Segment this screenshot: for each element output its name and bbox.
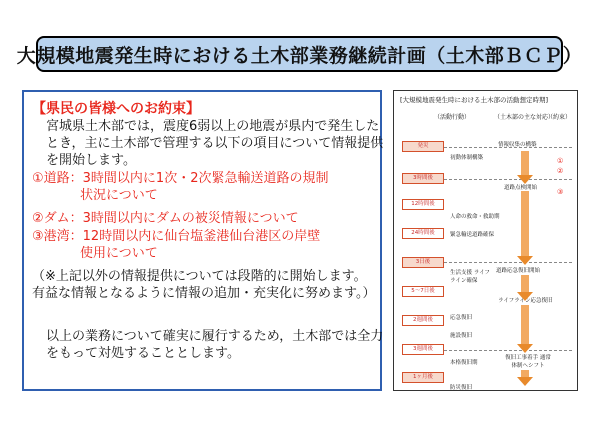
timeline-arrow-head [517,256,533,265]
timeline-arrow-segment [521,151,529,176]
timeline-arrow-head [517,175,533,184]
response-road-emergency-repair: 道路応急復旧開始 [496,268,541,274]
response-restoration: 復旧工事着手 通常体制へシフト [505,355,551,369]
promise-marker-1: ① [557,157,564,165]
stage-hassai: 発災 [402,141,444,152]
promise-note: （※上記以外の情報提供については段階的に開始します。有益な情報となるように情報の追加・充実化に努めます。） [32,269,376,301]
stage-3h: 3時間後 [402,173,444,184]
page-title-banner [16,36,583,72]
stage-2w: 2週間後 [402,315,444,326]
timeline-arrow-segment [521,191,529,256]
response-lifeline-repair: ライフライン応急復旧 [498,298,553,304]
activity-disaster-recovery: 防災復旧 [450,385,473,391]
promise-heading: 【県民の皆様へのお約束】 [32,101,200,117]
promise-item-road-line2: 状況について [80,188,158,203]
timeline-arrow-segment [521,275,529,293]
promise-item-port [32,228,376,262]
promise-closing: 以上の業務について確実に履行するため，土木部では全力をもって対処することとします。 [46,329,384,361]
response-info-gather: 情報収集の構築 [498,142,537,148]
timeline-divider [444,262,572,263]
promise-item-port-line1: ③港湾：12時間以内に仙台塩釜港仙台港区の岸壁 [32,229,321,244]
promise-marker-3: ③ [557,188,564,196]
timeline-col-promise: （約束） [547,114,572,121]
promise-item-road [32,170,376,204]
timeline-arrow-segment [521,305,529,345]
timeline-divider [444,350,572,351]
promise-item-road-line1: ①道路：3時間以内に1次・2次緊急輸送道路の規制 [32,171,329,186]
stage-5-7d: 5～7日後 [402,286,444,297]
promise-marker-2: ② [557,167,564,175]
stage-3w: 3週間後 [402,344,444,355]
stage-12h: 12時間後 [402,199,444,210]
activity-emergency-repair: 応急復旧 [450,315,473,321]
activity-initial-setup: 初動体制構築 [450,155,484,161]
stage-1m: 1ヶ月後 [402,372,444,383]
timeline-divider [444,179,572,180]
activity-facility-repair: 施設復旧 [450,333,473,339]
activity-rescue: 人命の救命・救助期 [450,214,500,220]
promise-item-dam [32,210,376,227]
promise-item-port-line2: 使用について [80,246,158,261]
timeline-col-response: （土木部の主な対応） [494,114,555,121]
timeline-arrow-head [517,377,533,386]
timeline-col-activity: （活動行動） [434,114,471,121]
page-title: 大規模地震発生時における土木部業務継続計画（土木部ＢＣＰ） [16,44,583,67]
response-road-inspection: 道路点検開始 [504,185,538,191]
timeline-title: [大規模地震発生時における土木部の活動想定時期] [400,96,549,104]
timeline-arrow-head [517,292,533,301]
timeline-arrow-head [517,344,533,353]
promise-intro: 宮城県土木部では，震度6弱以上の地震が県内で発生したとき，主に土木部で管理する以下の項目について情報提供を開始します。 [46,119,384,168]
timeline-title-text: 大規模地震発生時における土木部の活動想定時期 [402,96,546,104]
stage-24h: 24時間後 [402,228,444,239]
timeline-panel [393,90,578,391]
promise-panel [22,90,382,391]
promise-item-dam-line1: ②ダム：3時間以内にダムの被災情報について [32,211,299,226]
stage-3d: 3日後 [402,257,444,268]
activity-life-support: 生活支援 ライフライン確保 [450,270,490,284]
activity-road-secure: 緊急輸送道路確保 [450,232,495,238]
activity-full-recovery: 本格復旧期 [450,360,478,366]
